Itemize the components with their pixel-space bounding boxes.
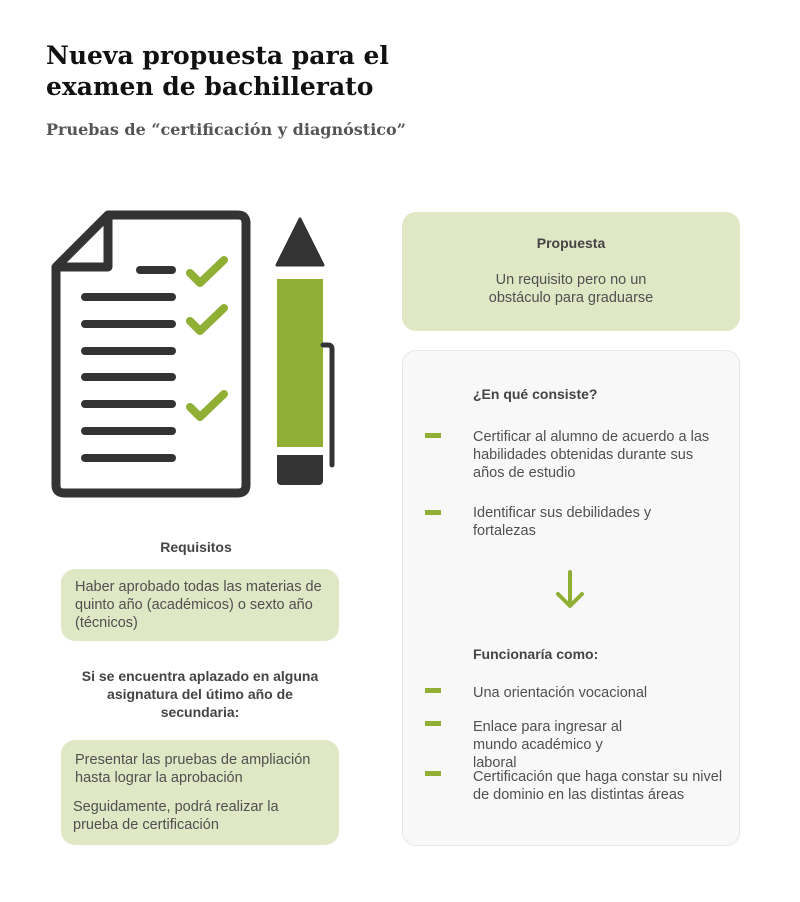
funcionaria-item: Certificación que haga constar su nivel de dominio en las distintas áreas: [473, 769, 723, 803]
funcionaria-item: Enlace para ingresar al mundo académico y laboral: [473, 719, 623, 771]
aplazado-text-1: Presentar las pruebas de ampliación hasta lograr la aprobación: [75, 752, 311, 786]
bullet-dash-icon: [425, 510, 441, 515]
requisitos-heading: Requisitos: [160, 539, 232, 555]
funcionaria-item: Una orientación vocacional: [473, 685, 648, 701]
checklist-document-icon: [56, 215, 246, 493]
pencil-icon: [277, 219, 332, 485]
propuesta-box: [402, 212, 740, 331]
consiste-item: Certificar al alumno de acuerdo a las habilidades obtenidas durante sus años de estudio: [473, 429, 710, 481]
page-title: Nueva propuesta para el examen de bachillerato: [46, 41, 389, 101]
bullet-dash-icon: [425, 721, 441, 726]
consiste-item: Identificar sus debilidades y fortalezas: [473, 505, 652, 539]
propuesta-heading: Propuesta: [536, 235, 606, 251]
arrow-down-icon: [554, 570, 586, 610]
aplazado-heading: Si se encuentra aplazado en alguna asignatura del útimo año de secundaria:: [81, 668, 319, 720]
requisitos-text: Haber aprobado todas las materias de quinto año (académicos) o sexto año (técnicos): [75, 579, 322, 631]
page-subtitle: Pruebas de “certificación y diagnóstico”: [46, 120, 406, 139]
propuesta-text: Un requisito pero no un obstáculo para graduarse: [488, 272, 654, 306]
illustration: [50, 205, 350, 510]
aplazado-box: [61, 740, 339, 845]
bullet-dash-icon: [425, 433, 441, 438]
check-icon: [190, 260, 224, 417]
bullet-dash-icon: [425, 771, 441, 776]
bullet-dash-icon: [425, 688, 441, 693]
consiste-heading: ¿En qué consiste?: [473, 386, 598, 402]
requisitos-box: [61, 569, 339, 641]
funcionaria-heading: Funcionaría como:: [473, 646, 599, 662]
aplazado-text-2: Seguidamente, podrá realizar la prueba de certificación: [73, 799, 279, 833]
